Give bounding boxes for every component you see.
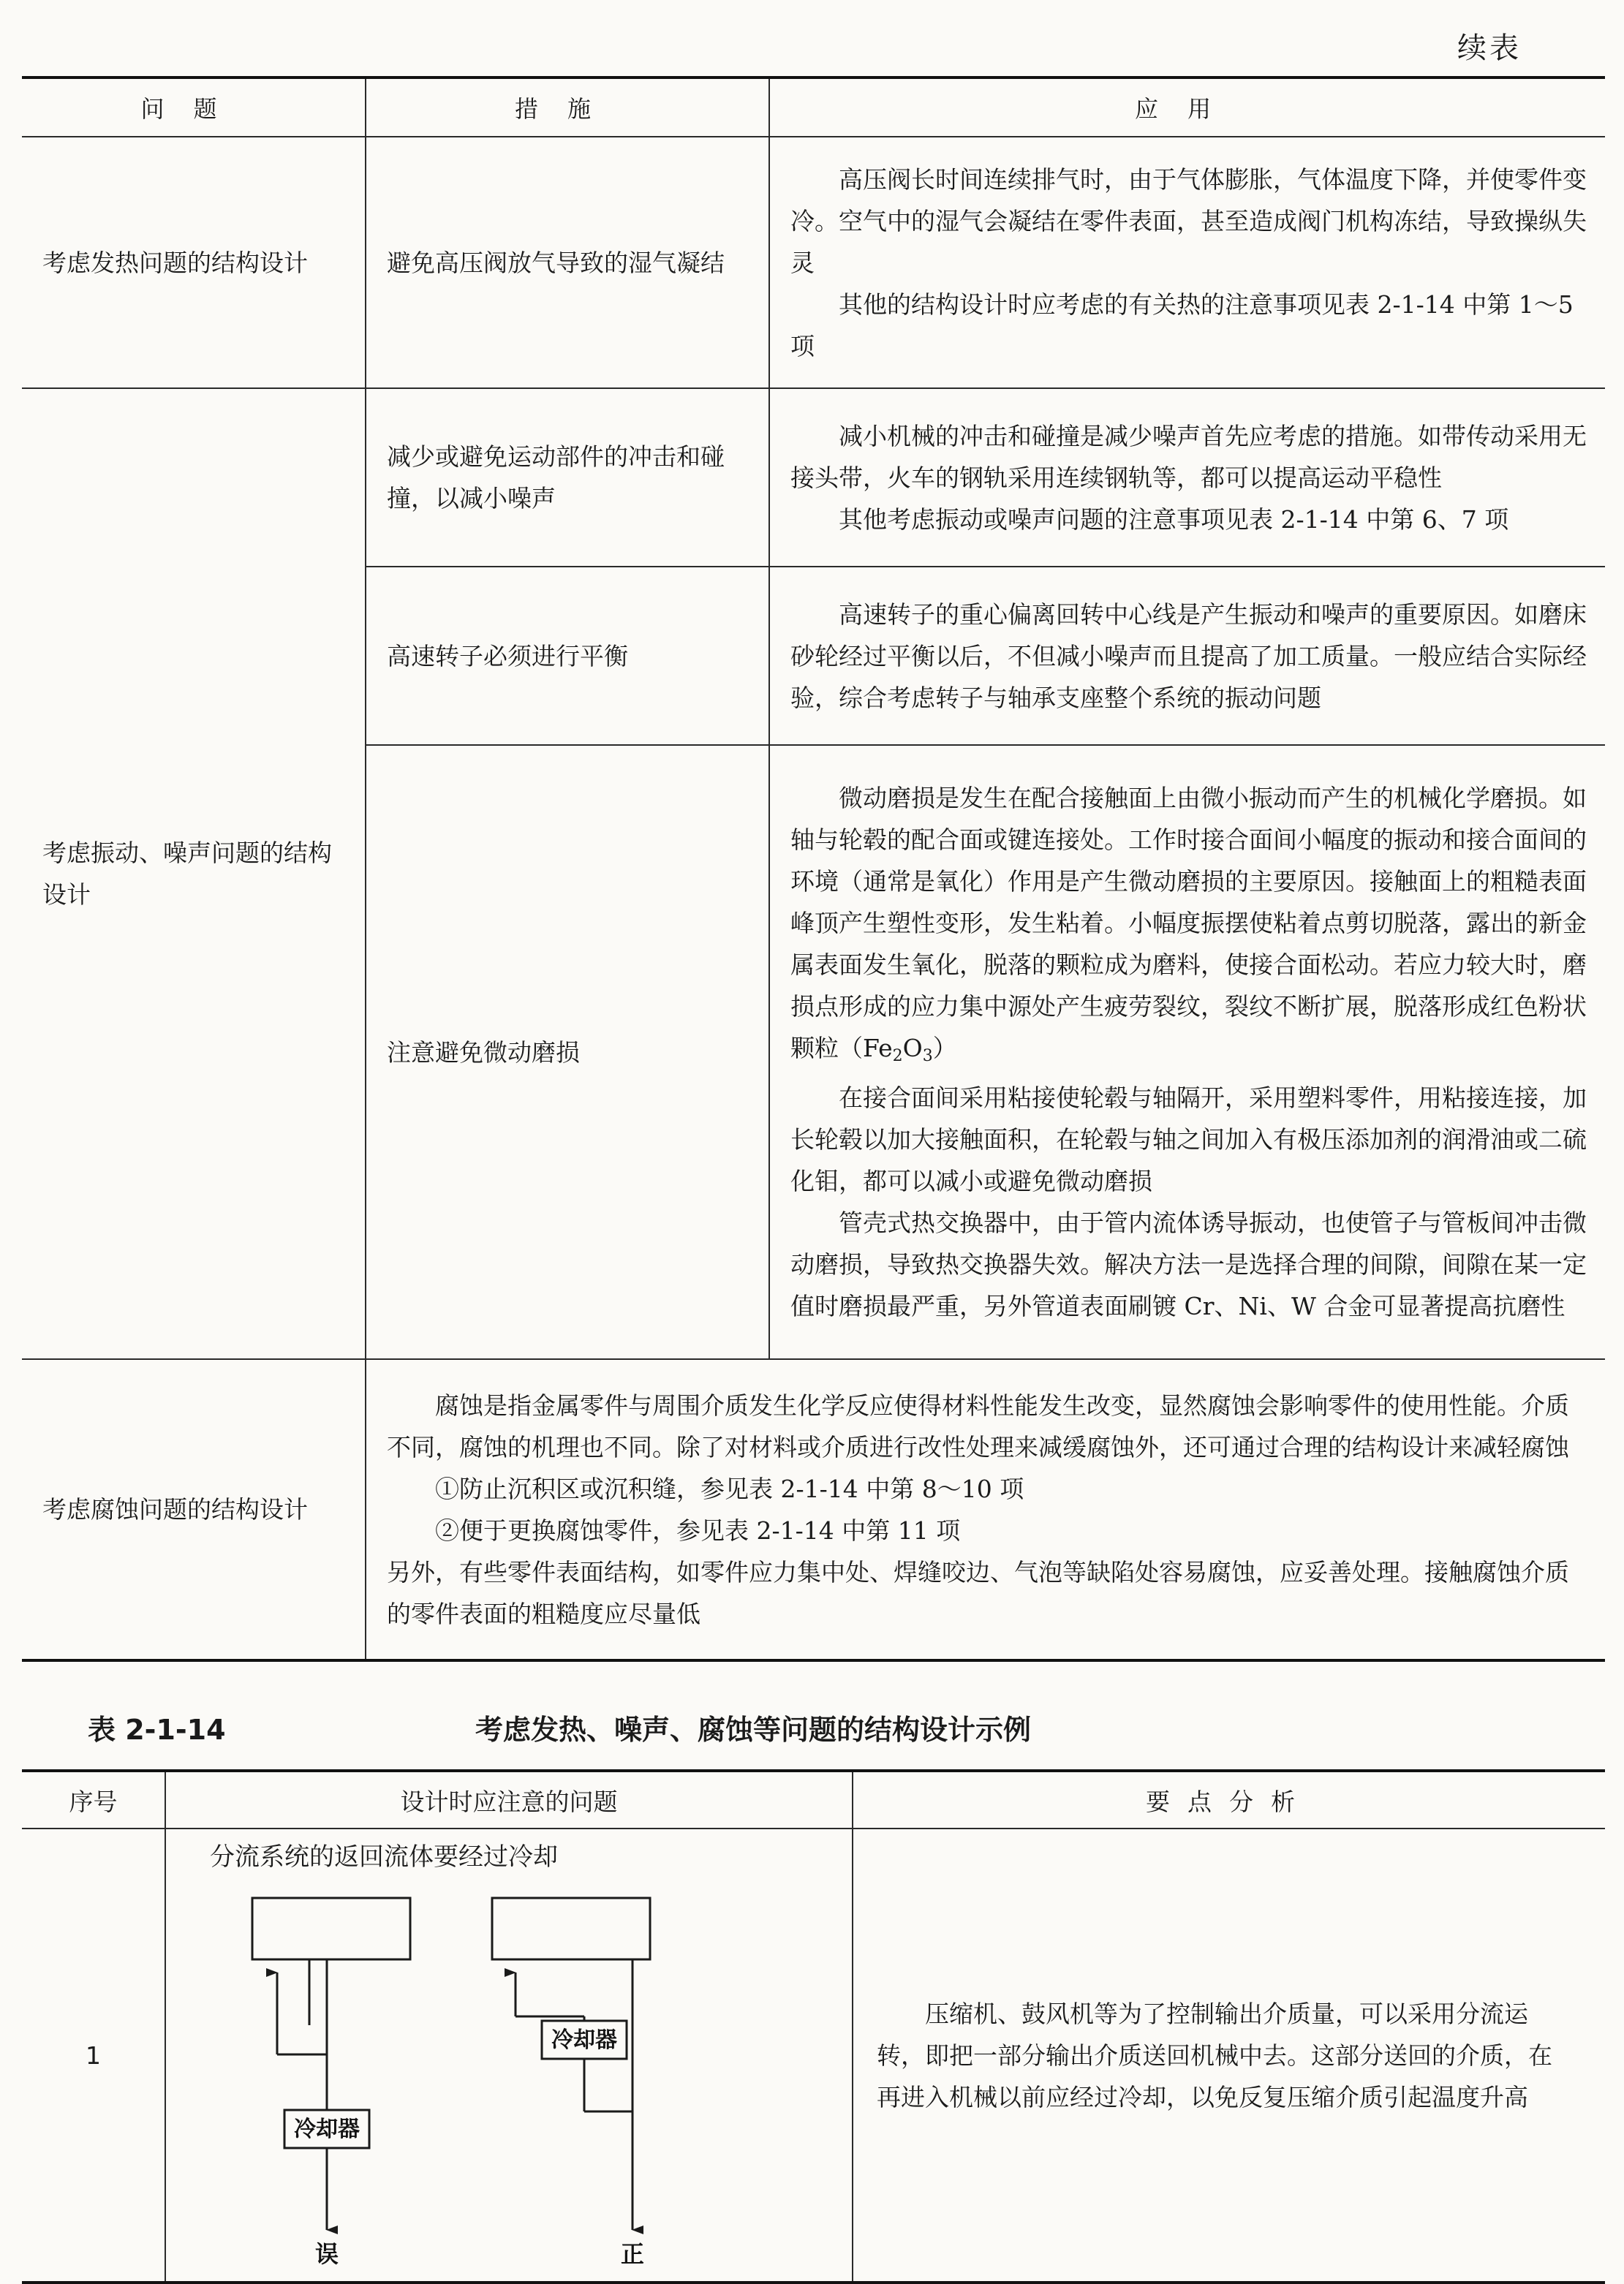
application-paragraph: ①防止沉积区或沉积缝，参见表 2-1-14 中第 8～10 项 [435,1474,1024,1503]
seq-cell: 1 [22,1829,165,2283]
continued-label: 续表 [1457,31,1522,65]
measure-cell [366,567,769,745]
application-paragraph: 管壳式热交换器中，由于管内流体诱导振动，也使管子与管板间冲击微动磨损，导致热交换器失效。解决方法一是选择合理的间隙，间隙在某一定值时磨损最严重，另外管道表面刷镀 Cr、Ni、W 合金可显著提高抗磨性 [790,1209,1587,1320]
problem-text: 考虑发热问题的结构设计 [42,248,308,277]
application-cell [769,745,1605,1359]
formula-close: ） [932,1034,957,1062]
table-row [22,1359,1605,1660]
header-problem: 问题 [22,77,366,137]
table-row [22,137,1605,388]
right-cooler [542,2021,627,2059]
cooler-label: 冷却器 [551,2027,617,2053]
header-issue: 设计时应注意的问题 [165,1771,853,1829]
right-label: 正 [620,2240,645,2266]
formula-text: O [902,1034,923,1062]
measure-cell [366,745,769,1359]
application-cell [769,388,1605,567]
analysis-cell [853,1829,1605,2283]
right-layout [492,1898,650,2230]
application-paragraph: 其他考虑振动或噪声问题的注意事项见表 2-1-14 中第 6、7 项 [839,504,1509,534]
application-cell [769,567,1605,745]
measure-cell [366,137,769,388]
application-paragraph: ②便于更换腐蚀零件，参见表 2-1-14 中第 11 项 [435,1516,961,1545]
header-application: 应用 [769,77,1605,137]
table-row [22,1829,1605,2283]
analysis-text: 压缩机、鼓风机等为了控制输出介质量，可以采用分流运转，即把一部分输出介质送回机械中去。这部分送回的介质，在再进入机械以前应经过冷却，以免反复压缩介质引起温度升高 [877,1999,1552,2111]
table-row [22,388,1605,567]
measure-text: 减少或避免运动部件的冲击和碰撞，以减小噪声 [387,442,725,513]
application-paragraph: 减小机械的冲击和碰撞是减少噪声首先应考虑的措施。如带传动采用无接头带，火车的钢轨采用连续钢轨等，都可以提高运动平稳性 [790,421,1587,492]
machine-box [492,1898,650,1959]
header-seq: 序号 [22,1771,165,1829]
application-paragraph: 腐蚀是指金属零件与周围介质发生化学反应使得材料性能发生改变，显然腐蚀会影响零件的使用性能。介质不同，腐蚀的机理也不同。除了对材料或介质进行改性处理来减缓腐蚀外，还可通过合理的结构设计来减轻腐蚀 [387,1391,1569,1461]
problem-cell [22,137,366,388]
application-paragraph: 另外，有些零件表面结构，如零件应力集中处、焊缝咬边、气泡等缺陷处容易腐蚀，应妥善处理。接触腐蚀介质的零件表面的粗糙度应尽量低 [387,1557,1569,1628]
table-header-row [22,77,1605,137]
application-paragraph: 高压阀长时间连续排气时，由于气体膨胀，气体温度下降，并使零件变冷。空气中的湿气会凝结在零件表面，甚至造成阀门机构冻结，导致操纵失灵 [790,165,1587,277]
problem-cell [22,388,366,1359]
problem-text: 考虑振动、噪声问题的结构设计 [42,839,332,909]
wrong-cooler [284,2110,369,2148]
measure-text: 避免高压阀放气导致的湿气凝结 [387,248,725,277]
machine-box [252,1898,410,1959]
fretting-text: 微动磨损是发生在配合接触面上由微小振动而产生的机械化学磨损。如轴与轮毂的配合面或键连接处。工作时接合面间小幅度的振动和接合面间的环境（通常是氧化）作用是产生微动磨损的主要原因。接触面上的粗糙表面峰顶产生塑性变形，发生粘着。小幅度振摆使粘着点剪切脱落，露出的新金属表面发生氧化，脱落的颗粒成为磨料，使接合面松动。若应力较大时，磨损点形成的应力集中源处产生疲劳裂纹，裂纹不断扩展，脱落形成红色粉状颗粒（Fe [790,784,1587,1062]
problem-text: 考虑腐蚀问题的结构设计 [42,1495,308,1524]
wrong-layout [252,1898,410,2230]
measure-text: 注意避免微动磨损 [387,1037,580,1067]
header-analysis: 要点分析 [853,1771,1605,1829]
bypass-cooling-diagram [210,1872,766,2266]
measure-cell [366,388,769,567]
table-number: 表 2-1-14 [88,1714,226,1746]
cooler-label: 冷却器 [294,2117,360,2142]
application-cell [366,1359,1605,1660]
application-paragraph: 在接合面间采用粘接使轮毂与轴隔开，采用塑料零件，用粘接连接，加长轮毂以加大接触面积，在轮毂与轴之间加入有极压添加剂的润滑油或二硫化钼，都可以减小或避免微动磨损 [790,1084,1587,1195]
subscript: 2 [892,1047,903,1065]
issue-text: 分流系统的返回流体要经过冷却 [210,1842,558,1872]
measure-text: 高速转子必须进行平衡 [387,641,628,670]
wrong-label: 误 [314,2240,339,2266]
table-title: 考虑发热、噪声、腐蚀等问题的结构设计示例 [475,1714,1032,1746]
design-measures-table [22,76,1605,1662]
examples-table [22,1769,1605,2284]
table-header-row [22,1771,1605,1829]
application-paragraph: 其他的结构设计时应考虑的有关热的注意事项见表 2-1-14 中第 1～5 项 [790,290,1574,360]
application-paragraph: 高速转子的重心偏离回转中心线是产生振动和噪声的重要原因。如磨床砂轮经过平衡以后，不但减小噪声而且提高了加工质量。一般应结合实际经验，综合考虑转子与轴承支座整个系统的振动问题 [790,600,1587,712]
application-paragraph [790,777,1587,1077]
application-cell [769,137,1605,388]
header-measure: 措施 [366,77,769,137]
issue-cell [165,1829,853,2283]
problem-cell [22,1359,366,1660]
subscript: 3 [922,1047,933,1065]
